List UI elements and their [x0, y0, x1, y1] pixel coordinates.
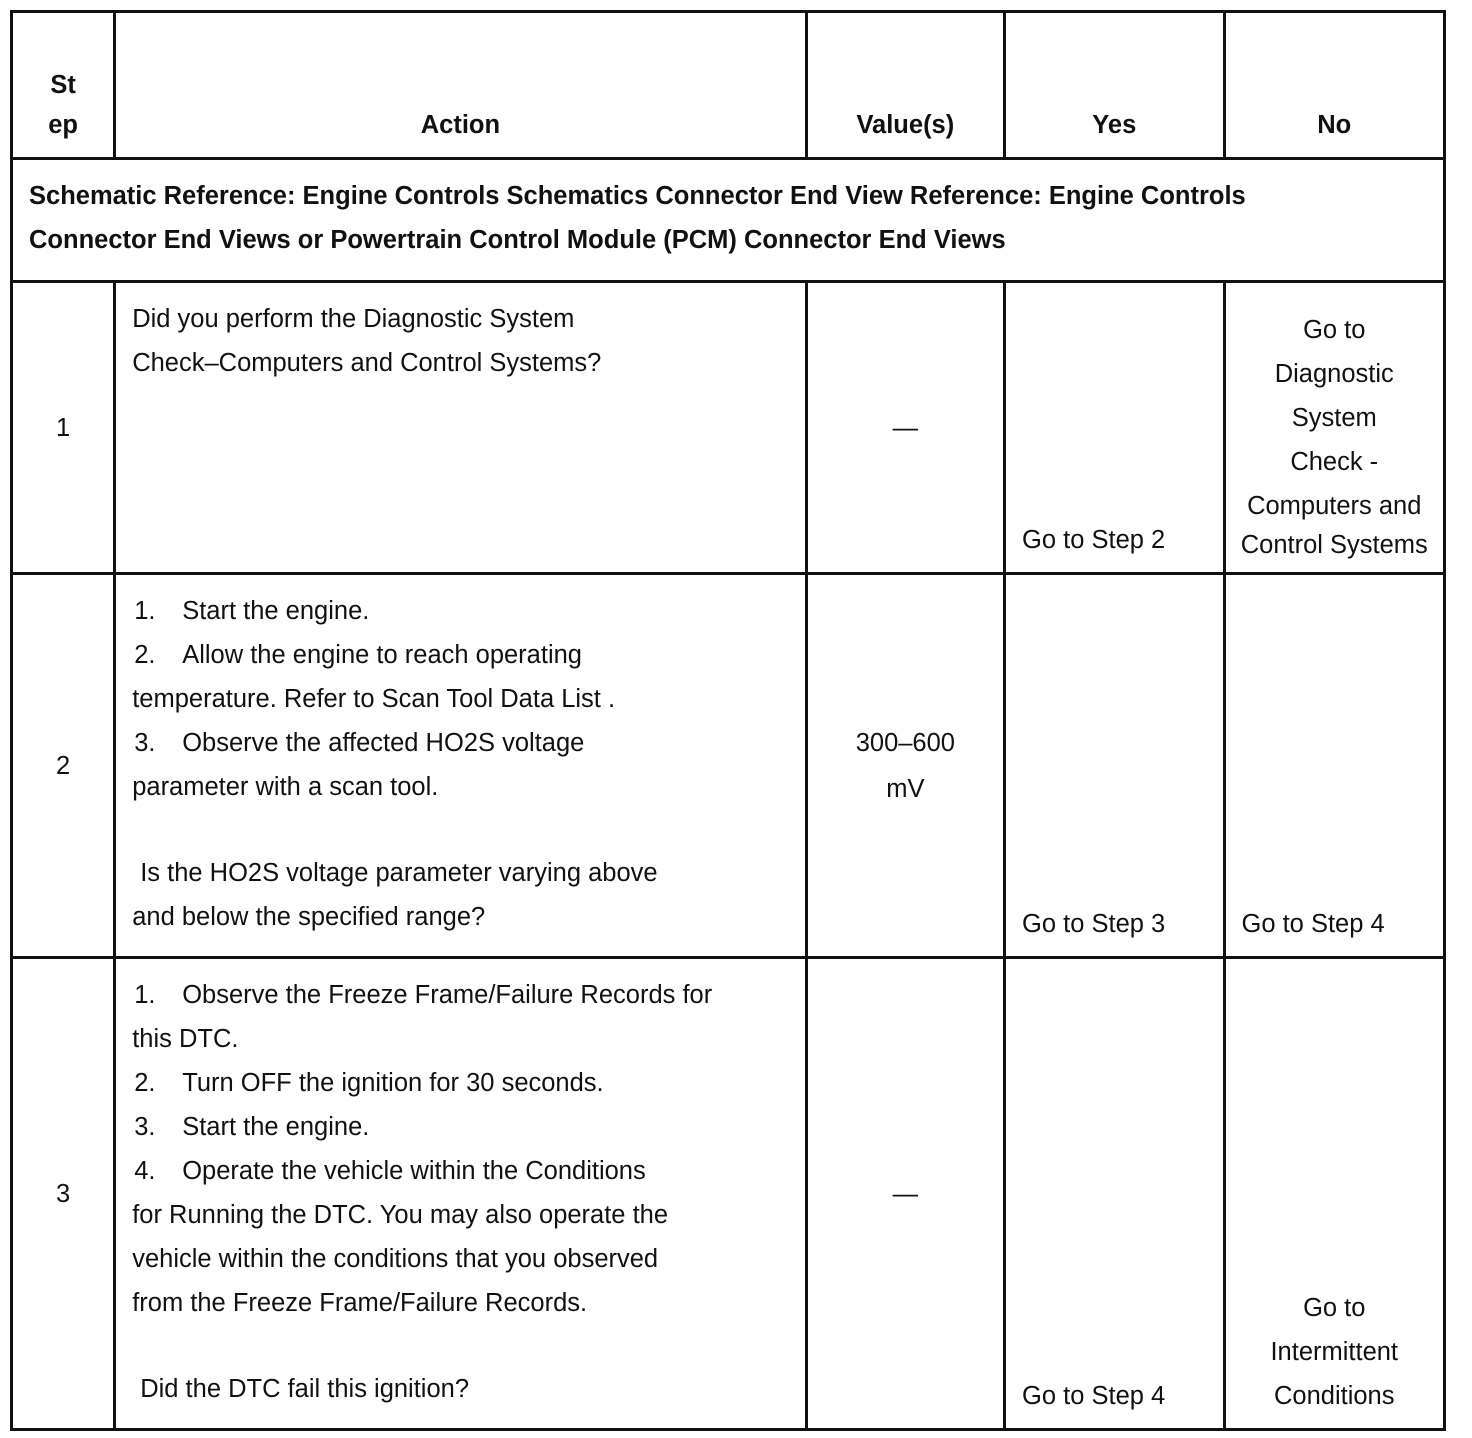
no-line: Check - [1290, 448, 1379, 476]
no-line: Intermittent [1270, 1338, 1399, 1366]
list-item [132, 1105, 788, 1149]
no-line: Go to [1303, 316, 1366, 344]
item-text: Start the engine. [182, 1113, 370, 1141]
reference-line-1: Schematic Reference: Engine Controls Schematics Connector End View Reference: Engine Controls [29, 182, 1246, 210]
no-line: Go to [1303, 1294, 1366, 1322]
item-number: 3. [134, 1113, 156, 1141]
table-row-step-2 [12, 574, 1445, 958]
step-number: 3 [12, 958, 115, 1430]
list-item [132, 721, 788, 765]
no-line: System [1291, 404, 1377, 432]
value-cell: — [806, 282, 1004, 574]
list-item [132, 1149, 788, 1193]
yes-cell: Go to Step 2 [1005, 282, 1224, 574]
list-item-continuation: this DTC. [132, 1025, 239, 1053]
table-row-step-3 [12, 958, 1445, 1430]
value-line: mV [886, 774, 925, 803]
question-line: and below the specified range? [132, 903, 486, 931]
item-text: Observe the Freeze Frame/Failure Records for [182, 981, 713, 1009]
question-line: Is the HO2S voltage parameter varying above [140, 859, 658, 887]
reference-cell [12, 159, 1445, 282]
list-item-continuation: parameter with a scan tool. [132, 773, 439, 801]
step-number: 2 [12, 574, 115, 958]
item-text: Turn OFF the ignition for 30 seconds. [182, 1069, 604, 1097]
item-text: Allow the engine to reach operating [182, 641, 582, 669]
header-step-line-2: ep [48, 111, 78, 139]
list-item-continuation: vehicle within the conditions that you observed [132, 1245, 659, 1273]
spacer [132, 809, 788, 851]
header-step-line-1: St [50, 71, 76, 99]
yes-cell: Go to Step 3 [1005, 574, 1224, 958]
item-number: 2. [134, 641, 156, 669]
action-line: Check–Computers and Control Systems? [132, 349, 602, 377]
item-number: 1. [134, 597, 156, 625]
list-item-continuation: from the Freeze Frame/Failure Records. [132, 1289, 588, 1317]
yes-cell: Go to Step 4 [1005, 958, 1224, 1430]
table-row-step-1 [12, 282, 1445, 574]
value-cell: — [806, 958, 1004, 1430]
action-cell [115, 574, 806, 958]
action-cell [115, 958, 806, 1430]
item-number: 4. [134, 1157, 156, 1185]
spacer [132, 1325, 788, 1367]
no-cell: Go to Step 4 [1224, 574, 1445, 958]
question-line: Did the DTC fail this ignition? [140, 1375, 470, 1403]
item-text: Observe the affected HO2S voltage [182, 729, 585, 757]
value-line: 300–600 [855, 728, 955, 757]
item-number: 3. [134, 729, 156, 757]
header-yes: Yes [1005, 12, 1224, 159]
list-item [132, 633, 788, 677]
list-item-continuation: temperature. Refer to Scan Tool Data List . [132, 685, 616, 713]
list-item-continuation: for Running the DTC. You may also operate the [132, 1201, 669, 1229]
reference-row [12, 159, 1445, 282]
header-values: Value(s) [806, 12, 1004, 159]
diagnostic-table [10, 10, 1446, 1431]
no-line: Conditions [1274, 1382, 1395, 1410]
value-cell [806, 574, 1004, 958]
table-header-row [12, 12, 1445, 159]
list-item [132, 973, 788, 1017]
reference-line-2: Connector End Views or Powertrain Control Module (PCM) Connector End Views [29, 226, 1006, 254]
action-line: Did you perform the Diagnostic System [132, 305, 575, 333]
item-text: Operate the vehicle within the Conditions [182, 1157, 646, 1185]
item-text: Start the engine. [182, 597, 370, 625]
no-cell [1224, 282, 1445, 574]
no-line: Computers and [1247, 492, 1422, 520]
item-number: 1. [134, 981, 156, 1009]
step-number: 1 [12, 282, 115, 574]
no-cell [1224, 958, 1445, 1430]
no-line: Diagnostic [1274, 360, 1394, 388]
action-cell [115, 282, 806, 574]
header-no: No [1224, 12, 1445, 159]
list-item [132, 589, 788, 633]
no-line: Control Systems [1240, 531, 1428, 559]
header-action: Action [115, 12, 806, 159]
header-step [12, 12, 115, 159]
item-number: 2. [134, 1069, 156, 1097]
list-item [132, 1061, 788, 1105]
